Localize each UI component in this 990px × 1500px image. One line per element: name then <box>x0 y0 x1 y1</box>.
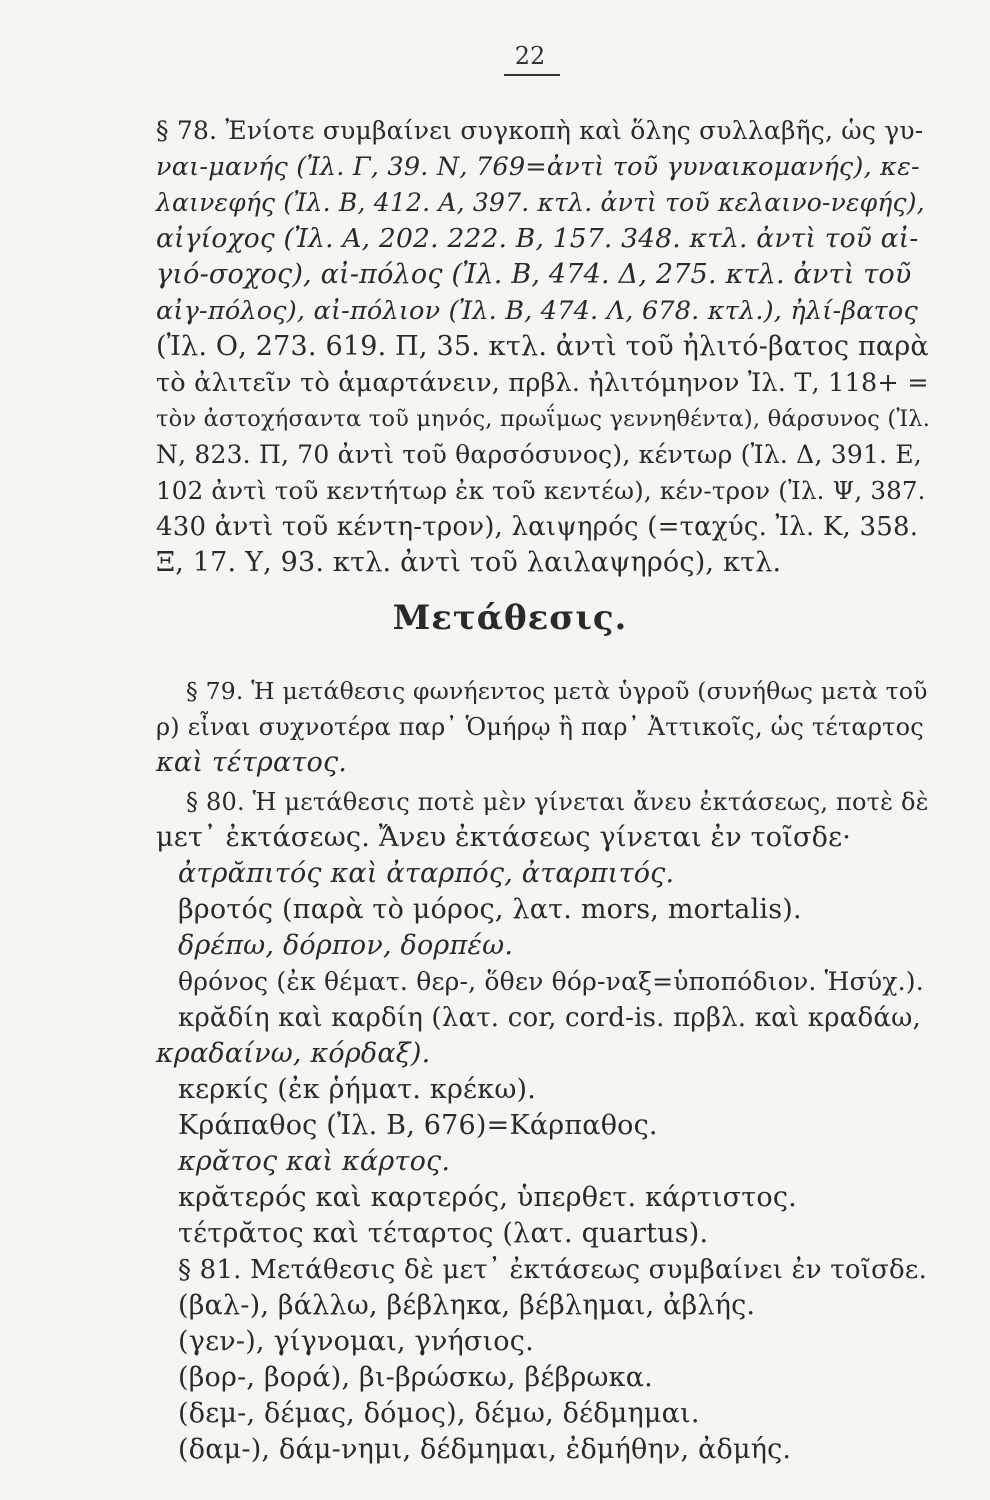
text-line: § 80. Ἡ μετάθεσις ποτὲ μὲν γίνεται ἄνευ ἐκτάσεως, ποτὲ δὲ <box>186 788 929 816</box>
list-item: βροτός (παρὰ τὸ μόρος, λατ. mors, mortalis). <box>178 894 802 925</box>
list-item: θρόνος (ἐκ θέματ. θερ-, ὅθεν θόρ-ναξ=ὑποπόδιον. Ἡσύχ.). <box>178 967 924 996</box>
list-item: (δαμ-), δάμ-νημι, δέδμημαι, ἐδμήθην, ἀδμής. <box>178 1434 792 1465</box>
list-item: (γεν-), γίγνομαι, γνήσιος. <box>178 1326 534 1357</box>
text-line: (Ἰλ. Ο, 273. 619. Π, 35. κτλ. ἀντὶ τοῦ ἠλιτό-βατος παρὰ <box>156 331 929 362</box>
text-line: ναι-μανής (Ἰλ. Γ, 39. Ν, 769=ἀντὶ τοῦ γυναικομανής), κε- <box>156 152 920 182</box>
list-item: κρᾰτερός καὶ καρτερός, ὑπερθετ. κάρτιστος. <box>178 1182 797 1213</box>
text-line: 430 ἀντὶ τοῦ κέντη-τρον), λαιψηρός (=ταχύς. Ἰλ. Κ, 358. <box>156 512 919 542</box>
text-line: τὸ ἀλιτεῖν τὸ ἁμαρτάνειν, πρβλ. ἠλιτόμηνον Ἰλ. Τ, 118+ = <box>156 368 929 398</box>
list-item: τέτρᾰτος καὶ τέταρτος (λατ. quartus). <box>178 1218 709 1249</box>
text-line: § 78. Ἐνίοτε συμβαίνει συγκοπὴ καὶ ὅλης συλλαβῆς, ὡς γυ- <box>156 116 924 145</box>
list-item: κερκίς (ἐκ ῥήματ. κρέκω). <box>178 1074 537 1105</box>
list-item: κρᾰδίη καὶ καρδίη (λατ. cor, cord-is. πρβλ. καὶ κραδάω, <box>178 1003 921 1033</box>
page-number: 22 <box>514 42 546 70</box>
list-item: κρᾰτος καὶ κάρτος. <box>178 1146 451 1177</box>
text-line: 102 ἀντὶ τοῦ κεντήτωρ ἐκ τοῦ κεντέω), κέν-τρον (Ἰλ. Ψ, 387. <box>156 476 926 505</box>
text-line: καὶ τέτρατος. <box>156 747 348 778</box>
text-line: λαινεφής (Ἰλ. Β, 412. Α, 397. κτλ. ἀντὶ τοῦ κελαινο-νεφής), <box>156 188 925 217</box>
text-line: § 79. Ἡ μετάθεσις φωνήεντος μετὰ ὑγροῦ (συνήθως μετὰ τοῦ <box>186 677 928 705</box>
text-line: αἰγ-πόλος), αἰ-πόλιον (Ἰλ. Β, 474. Λ, 678. κτλ.), ἠλί-βατος <box>156 296 918 326</box>
section-heading: Μετάθεσις. <box>392 598 628 638</box>
list-item: δρέπω, δόρπον, δορπέω. <box>178 930 514 961</box>
text-line: αἰγίοχος (Ἰλ. Α, 202. 222. Β, 157. 348. κτλ. ἀντὶ τοῦ αἰ- <box>156 223 919 254</box>
text-line: Ν, 823. Π, 70 ἀντὶ τοῦ θαρσόσυνος), κέντωρ (Ἰλ. Δ, 391. Ε, <box>156 440 922 469</box>
text-line: ρ) εἶναι συχνοτέρα παρ᾽ Ὁμήρῳ ἢ παρ᾽ Ἀττικοῖς, ὡς τέταρτος <box>156 713 924 741</box>
list-item: Κράπαθος (Ἰλ. Β, 676)=Κάρπαθος. <box>178 1110 658 1141</box>
text-line: γιό-σοχος), αἰ-πόλος (Ἰλ. Β, 474. Δ, 275. κτλ. ἀντὶ τοῦ <box>156 259 912 290</box>
list-item: (βορ-, βορά), βι-βρώσκω, βέβρωκα. <box>178 1362 653 1393</box>
text-line: § 81. Μετάθεσις δὲ μετ᾽ ἐκτάσεως συμβαίνει ἐν τοῖσδε. <box>178 1255 928 1285</box>
text-line: μετ᾽ ἐκτάσεως. Ἄνευ ἐκτάσεως γίνεται ἐν τοῖσδε· <box>156 822 852 853</box>
list-item: (βαλ-), βάλλω, βέβληκα, βέβλημαι, ἀβλής. <box>178 1290 756 1321</box>
list-item: ἀτρᾰπιτός καὶ ἀταρπός, ἀταρπιτός. <box>178 858 675 889</box>
text-line: Ξ, 17. Υ, 93. κτλ. ἀντὶ τοῦ λαιλαψηρός), κτλ. <box>156 547 782 578</box>
list-item: (δεμ-, δέμας, δόμος), δέμω, δέδμημαι. <box>178 1398 700 1429</box>
text-line: τὸν ἀστοχήσαντα τοῦ μηνός, πρωΐμως γεννηθέντα), θάρσυνος (Ἰλ. <box>156 406 931 432</box>
list-item: κραδαίνω, κόρδαξ). <box>156 1038 431 1069</box>
page-number-rule <box>504 74 560 76</box>
